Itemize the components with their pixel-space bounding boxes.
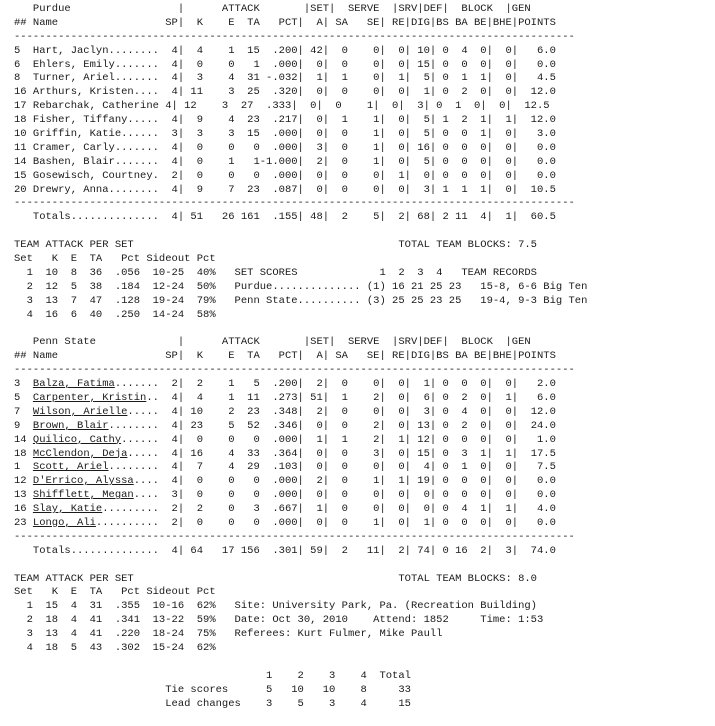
player-stats-text: ....... 2| 2 1 5 .200| 2| 0 0| 0| 1| 0 0 0| 0| 2.0 <box>114 378 556 391</box>
line-text: 16 Arthurs, Kristen.... 4| 11 3 25 .320| 0| 0 0| 0| 1| 0 2 0| 0| 12.0 <box>14 86 556 99</box>
box-score-line <box>14 72 587 86</box>
box-score-line <box>14 309 587 323</box>
box-score-line <box>14 350 587 364</box>
line-text: ## Name SP| K E TA PCT| A| SA SE| RE|DIG|BS BA BE|BHE|POINTS <box>14 350 556 363</box>
line-text: 1 15 4 31 .355 10-16 62% Site: University Park, Pa. (Recreation Building) <box>14 600 537 613</box>
player-stats-text: ..... 4| 10 2 23 .348| 2| 0 0| 0| 3| 0 4 0| 0| 12.0 <box>127 405 556 418</box>
line-text: 14 <box>14 433 33 446</box>
player-stats-text: .... 3| 0 0 0 .000| 0| 0 0| 0| 0| 0 0 0| 0| 0.0 <box>133 489 556 502</box>
line-text: ----------------------------------------------------------------------------------------- <box>14 197 575 210</box>
player-name-link[interactable]: McClendon, Deja <box>32 447 128 460</box>
line-text: 15 Gosewisch, Courtney. 2| 0 0 0 .000| 0| 0 0| 1| 0| 0 0 0| 0| 0.0 <box>14 169 556 182</box>
box-score-line <box>14 642 587 656</box>
line-text: 2 12 5 38 .184 12-24 50% Purdue.............. (1) 16 21 25 23 15-8, 6-6 Big Ten <box>14 280 588 293</box>
line-text: Penn State | ATTACK |SET| SERVE |SRV|DEF| BLOCK |GEN <box>14 336 531 349</box>
box-score-line <box>14 86 587 100</box>
player-name-link[interactable]: Slay, Katie <box>32 503 103 516</box>
line-text: 12 <box>14 475 33 488</box>
line-text: 4 16 6 40 .250 14-24 58% <box>14 308 216 321</box>
box-score-line <box>14 503 587 517</box>
line-text: Totals.............. 4| 51 26 161 .155| 48| 2 5| 2| 68| 2 11 4| 1| 60.5 <box>14 211 556 224</box>
line-text: 23 <box>14 516 33 529</box>
player-stats-text: .. 4| 4 1 11 .273| 51| 1 2| 0| 6| 0 2 0| 1| 6.0 <box>146 391 556 404</box>
line-text: 3 13 4 41 .220 18-24 75% Referees: Kurt Fulmer, Mike Paull <box>14 628 443 641</box>
line-text: Lead changes 3 5 3 4 15 <box>14 697 411 710</box>
line-text: 9 <box>14 419 33 432</box>
line-text: 2 18 4 41 .341 13-22 59% Date: Oct 30, 2010 Attend: 1852 Time: 1:53 <box>14 614 544 627</box>
line-text: Purdue | ATTACK |SET| SERVE |SRV|DEF| BLOCK |GEN <box>14 3 531 15</box>
box-score-line <box>14 59 587 73</box>
box-score-line <box>14 684 587 698</box>
box-score-line <box>14 531 587 545</box>
player-name-link[interactable]: Shifflett, Megan <box>32 489 134 502</box>
player-stats-text: ..... 4| 16 4 33 .364| 0| 0 3| 0| 15| 0 3 1| 1| 17.5 <box>127 447 556 460</box>
box-score-line <box>14 211 587 225</box>
box-score-line <box>14 197 587 211</box>
player-name-link[interactable]: Carpenter, Kristin <box>32 391 147 404</box>
line-text: ----------------------------------------------------------------------------------------- <box>14 364 575 377</box>
line-text: 6 Ehlers, Emily....... 4| 0 0 1 .000| 0| 0 0| 0| 15| 0 0 0| 0| 0.0 <box>14 58 556 71</box>
line-text: Set K E TA Pct Sideout Pct <box>14 586 216 599</box>
box-score-line <box>14 31 587 45</box>
box-score-line <box>14 156 587 170</box>
player-name-link[interactable]: Balza, Fatima <box>32 378 115 391</box>
line-text: 16 <box>14 503 33 516</box>
line-text: 13 <box>14 489 33 502</box>
box-score-line <box>14 281 587 295</box>
player-name-link[interactable]: D'Errico, Alyssa <box>32 475 134 488</box>
player-stats-text: ........ 4| 23 5 52 .346| 0| 0 2| 0| 13| 0 2 0| 0| 24.0 <box>108 419 556 432</box>
player-stats-text: .......... 2| 0 0 0 .000| 0| 0 1| 0| 1| 0 0 0| 0| 0.0 <box>95 516 556 529</box>
player-name-link[interactable]: Brown, Blair <box>32 419 109 432</box>
player-stats-text: ...... 4| 0 0 0 .000| 1| 1 2| 1| 12| 0 0 0| 0| 1.0 <box>121 433 556 446</box>
line-text: TEAM ATTACK PER SET TOTAL TEAM BLOCKS: 8.0 <box>14 572 537 585</box>
box-score-line <box>14 600 587 614</box>
box-score-line <box>14 517 587 531</box>
player-stats-text: ......... 2| 2 0 3 .667| 1| 0 0| 0| 0| 0 4 1| 1| 4.0 <box>102 503 556 516</box>
line-text: 1 2 3 4 Total <box>14 669 411 682</box>
box-score-sheet <box>14 3 587 711</box>
box-score-line <box>14 239 587 253</box>
box-score-line <box>14 656 587 670</box>
line-text: 8 Turner, Ariel....... 4| 3 4 31 -.032| 1| 1 0| 1| 5| 0 1 1| 0| 4.5 <box>14 72 556 85</box>
line-text: 3 13 7 47 .128 19-24 79% Penn State.......... (3) 25 25 23 25 19-4, 9-3 Big Ten <box>14 294 588 307</box>
player-name-link[interactable]: Longo, Ali <box>32 516 96 529</box>
box-score-line <box>14 45 587 59</box>
box-score-line <box>14 614 587 628</box>
box-score-line <box>14 184 587 198</box>
box-score-line <box>14 420 587 434</box>
line-text: 11 Cramer, Carly....... 4| 0 0 0 .000| 3| 0 1| 0| 16| 0 0 0| 0| 0.0 <box>14 141 556 154</box>
box-score-line <box>14 225 587 239</box>
box-score-line <box>14 128 587 142</box>
line-text: 1 10 8 36 .056 10-25 40% SET SCORES 1 2 3 4 TEAM RECORDS <box>14 266 537 279</box>
box-score-line <box>14 573 587 587</box>
line-text: 5 <box>14 391 33 404</box>
line-text: 18 Fisher, Tiffany..... 4| 9 4 23 .217| 0| 1 1| 0| 5| 1 2 1| 1| 12.0 <box>14 114 556 127</box>
player-name-link[interactable]: Wilson, Arielle <box>32 405 128 418</box>
player-stats-text: ........ 4| 7 4 29 .103| 0| 0 0| 0| 4| 0 1 0| 0| 7.5 <box>108 461 556 474</box>
box-score-line <box>14 364 587 378</box>
box-score-line <box>14 406 587 420</box>
box-score-line <box>14 559 587 573</box>
line-text: TEAM ATTACK PER SET TOTAL TEAM BLOCKS: 7.5 <box>14 239 537 252</box>
box-score-line <box>14 698 587 712</box>
box-score-line <box>14 114 587 128</box>
box-score-line <box>14 267 587 281</box>
line-text: Totals.............. 4| 64 17 156 .301| 59| 2 11| 2| 74| 0 16 2| 3| 74.0 <box>14 544 556 557</box>
box-score-line <box>14 322 587 336</box>
player-name-link[interactable]: Scott, Ariel <box>32 461 109 474</box>
line-text: 1 <box>14 461 33 474</box>
player-stats-text: .... 4| 0 0 0 .000| 2| 0 1| 1| 19| 0 0 0| 0| 0.0 <box>133 475 556 488</box>
box-score-line <box>14 489 587 503</box>
line-text: 5 Hart, Jaclyn........ 4| 4 1 15 .200| 42| 0 0| 0| 10| 0 4 0| 0| 6.0 <box>14 44 556 57</box>
box-score-line <box>14 3 587 17</box>
line-text: 10 Griffin, Katie...... 3| 3 3 15 .000| 0| 0 1| 0| 5| 0 0 1| 0| 3.0 <box>14 128 556 141</box>
line-text: Set K E TA Pct Sideout Pct <box>14 253 216 266</box>
box-score-line <box>14 586 587 600</box>
line-text: 20 Drewry, Anna........ 4| 9 7 23 .087| 0| 0 0| 0| 3| 1 1 1| 0| 10.5 <box>14 183 556 196</box>
line-text: Tie scores 5 10 10 8 33 <box>14 683 411 696</box>
line-text: 3 <box>14 378 33 391</box>
box-score-line <box>14 378 587 392</box>
box-score-line <box>14 461 587 475</box>
box-score-line <box>14 434 587 448</box>
line-text: ## Name SP| K E TA PCT| A| SA SE| RE|DIG|BS BA BE|BHE|POINTS <box>14 16 556 29</box>
box-score-line <box>14 475 587 489</box>
box-score-line <box>14 670 587 684</box>
line-text: 17 Rebarchak, Catherine 4| 12 3 27 .333| 0| 0 1| 0| 3| 0 1 0| 0| 12.5 <box>14 100 550 113</box>
line-text: ----------------------------------------------------------------------------------------- <box>14 30 575 43</box>
box-score-line <box>14 100 587 114</box>
box-score-line <box>14 336 587 350</box>
box-score-line <box>14 295 587 309</box>
box-score-line <box>14 448 587 462</box>
box-score-line <box>14 628 587 642</box>
line-text: ----------------------------------------------------------------------------------------- <box>14 530 575 543</box>
box-score-line <box>14 253 587 267</box>
box-score-line <box>14 142 587 156</box>
box-score-line <box>14 545 587 559</box>
box-score-line <box>14 392 587 406</box>
box-score-line <box>14 17 587 31</box>
box-score-line <box>14 170 587 184</box>
line-text: 14 Bashen, Blair....... 4| 0 1 1-1.000| 2| 0 1| 0| 5| 0 0 0| 0| 0.0 <box>14 155 556 168</box>
line-text: 18 <box>14 447 33 460</box>
player-name-link[interactable]: Quilico, Cathy <box>32 433 122 446</box>
line-text: 7 <box>14 405 33 418</box>
line-text: 4 18 5 43 .302 15-24 62% <box>14 641 216 654</box>
